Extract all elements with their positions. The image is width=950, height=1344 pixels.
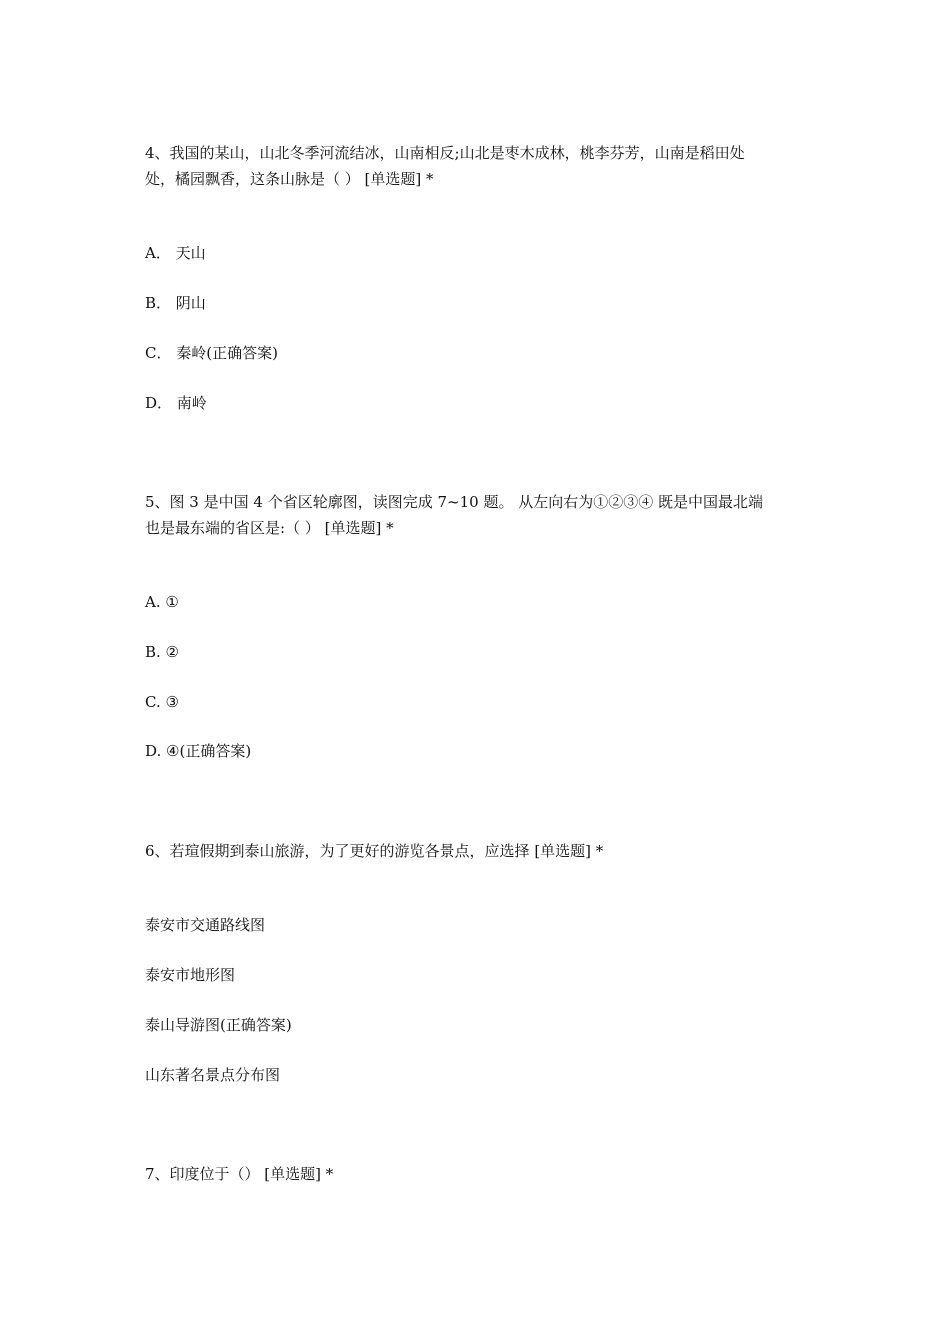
question-7-stem-line-1: 7、印度位于（） [单选题] * [145,1165,334,1183]
question-5-option-c[interactable]: C. ③ [145,693,179,711]
question-6-option-d[interactable]: 山东著名景点分布图 [145,1066,281,1084]
question-4-stem-line-1: 4、我国的某山，山北冬季河流结冰，山南相反;山北是枣木成林，桃李芬芳，山南是稻田处 [145,144,745,162]
question-6-option-c[interactable]: 泰山导游图(正确答案) [145,1016,292,1034]
question-5-option-b[interactable]: B. ② [145,643,180,661]
question-4-option-b[interactable]: B． 阴山 [145,294,206,312]
question-6-option-b[interactable]: 泰安市地形图 [145,966,236,984]
question-4-option-d[interactable]: D． 南岭 [145,394,207,412]
question-4-option-a[interactable]: A． 天山 [145,244,206,262]
question-5-option-a[interactable]: A. ① [145,593,179,611]
question-4-option-c[interactable]: C． 秦岭(正确答案) [145,344,278,362]
question-4-stem-line-2: 处，橘园飘香，这条山脉是（ ） [单选题] * [145,170,434,188]
question-6-option-a[interactable]: 泰安市交通路线图 [145,916,266,934]
question-5-option-d[interactable]: D. ④(正确答案) [145,742,252,760]
question-5-stem-line-1: 5、图 3 是中国 4 个省区轮廓图，读图完成 7~10 题。 从左向右为①②③④ 既是中国最北端 [145,493,763,511]
question-5-stem-line-2: 也是最东端的省区是:（ ） [单选题] * [145,519,394,537]
question-6-stem-line-1: 6、若瑄假期到泰山旅游，为了更好的游览各景点，应选择 [单选题] * [145,842,604,860]
